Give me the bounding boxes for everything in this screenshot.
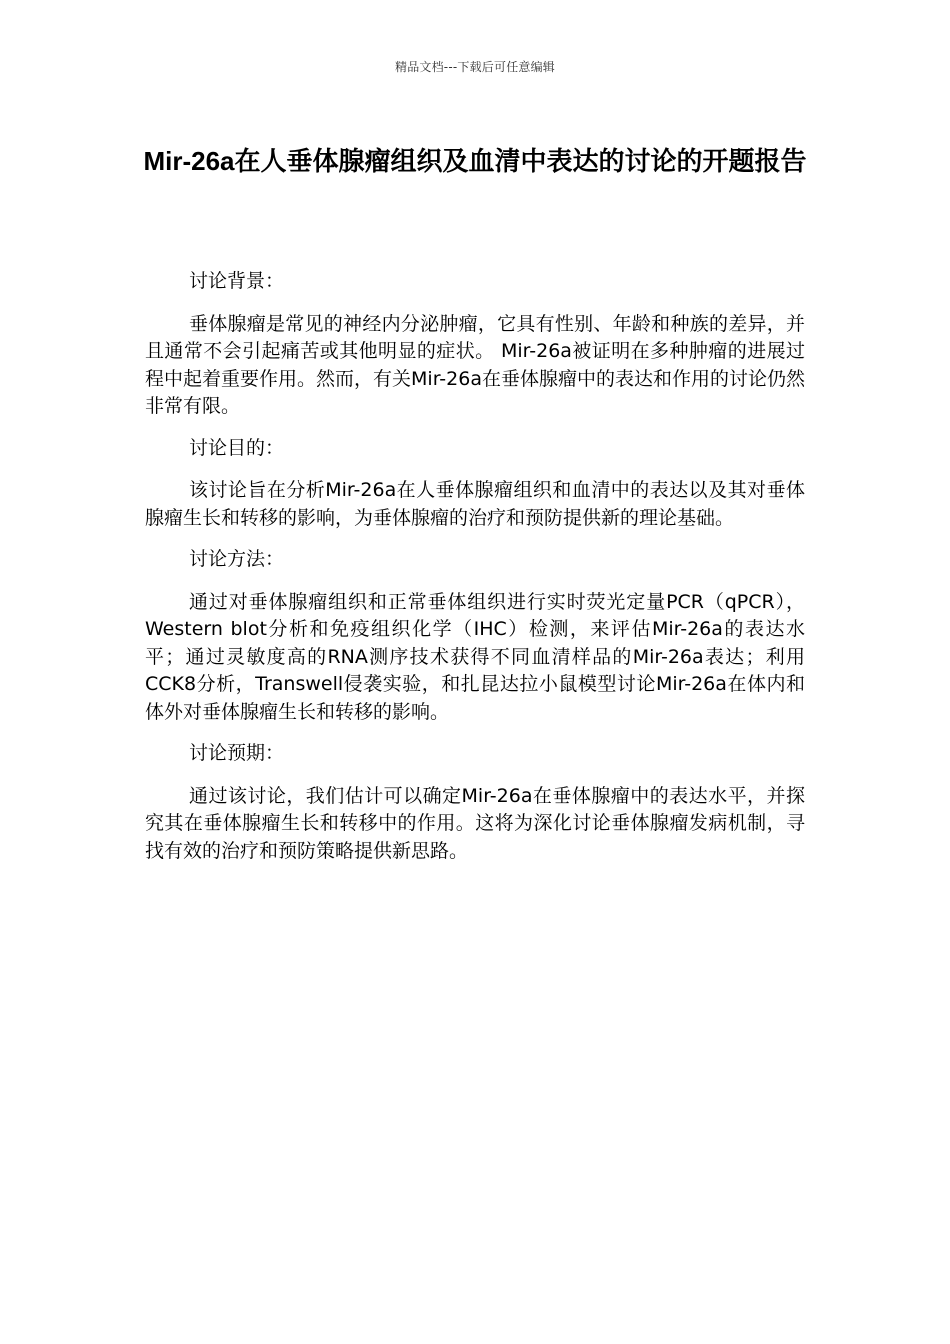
section-heading-purpose: 讨论目的： <box>189 436 285 459</box>
section-body-expectations: 通过该讨论，我们估计可以确定Mir-26a在垂体腺瘤中的表达水平，并探究其在垂体腺瘤生长和转移中的作用。这将为深化讨论垂体腺瘤发病机制，寻找有效的治疗和预防策略提供新思路。 <box>145 784 805 862</box>
section-heading-background: 讨论背景： <box>189 270 285 292</box>
document-title: Mir-26a在人垂体腺瘤组织及血清中表达的讨论的开题报告 <box>143 146 807 176</box>
section-body-purpose: 该讨论旨在分析Mir-26a在人垂体腺瘤组织和血清中的表达以及其对垂体腺瘤生长和转移的影响，为垂体腺瘤的治疗和预防提供新的理论基础。 <box>145 479 805 529</box>
section-heading-methods: 讨论方法： <box>189 548 285 570</box>
section-heading-expectations: 讨论预期： <box>189 742 285 764</box>
header-note: 精品文档---下载后可任意编辑 <box>395 60 555 74</box>
section-body-methods: 通过对垂体腺瘤组织和正常垂体组织进行实时荧光定量PCR（qPCR），Western blot分析和免疫组织化学（IHC）检测，来评估Mir-26a的表达水平；通过灵敏度高的RNA测序技术获得不同血清样品的Mir-26a表达；利用CCK8分析，Transwell侵袭实验，和扎昆达拉小鼠模型讨论Mir-26a在体内和体外对垂体腺瘤生长和转移的影响。 <box>145 590 805 723</box>
document-body <box>145 268 805 879</box>
section-body-background: 垂体腺瘤是常见的神经内分泌肿瘤，它具有性别、年龄和种族的差异，并且通常不会引起痛苦或其他明显的症状。 Mir-26a被证明在多种肿瘤的进展过程中起着重要作用。然而，有关Mir-26a在垂体腺瘤中的表达和作用的讨论仍然非常有限。 <box>145 312 805 417</box>
